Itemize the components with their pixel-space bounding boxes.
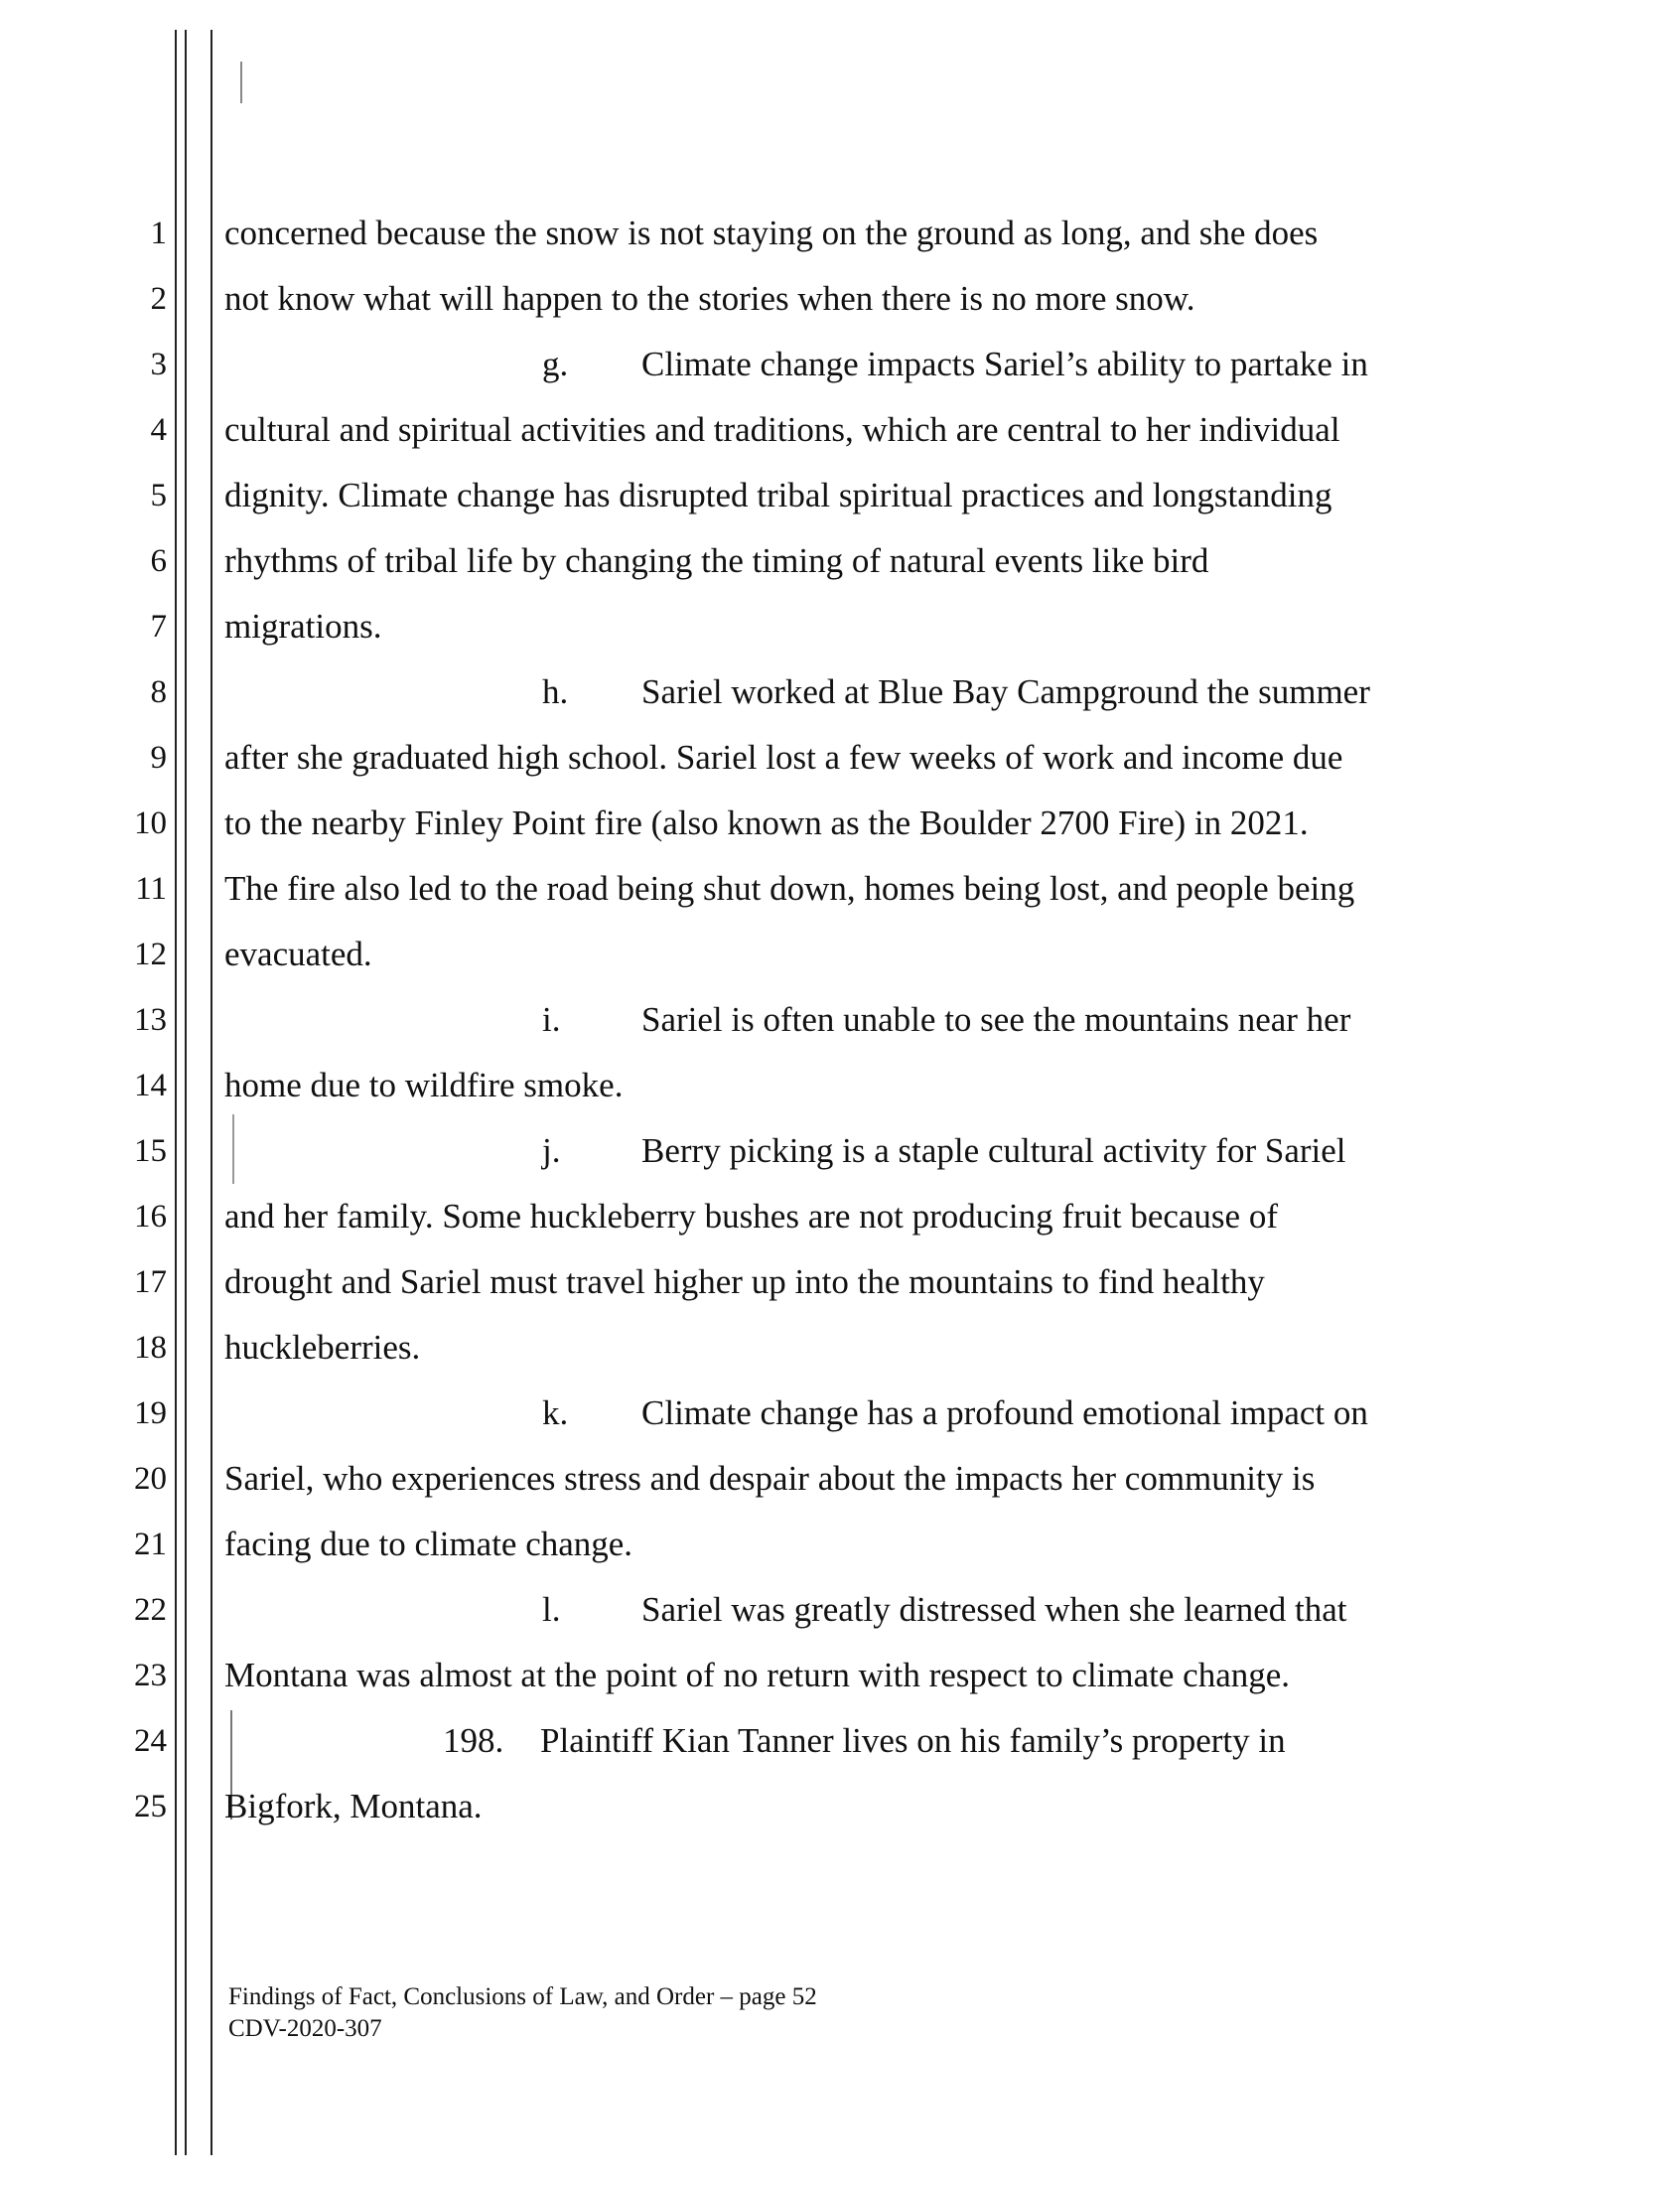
- text-line: migrations.: [224, 607, 382, 646]
- text-line: Climate change impacts Sariel’s ability to partake in: [641, 345, 1368, 383]
- line-number: 17: [134, 1264, 167, 1300]
- item-label-l: l.: [542, 1590, 561, 1629]
- text-line: Montana was almost at the point of no return with respect to climate change.: [224, 1656, 1291, 1694]
- line-number: 15: [134, 1133, 167, 1169]
- line-number: 14: [134, 1068, 167, 1103]
- text-line: and her family. Some huckleberry bushes are not producing fruit because of: [224, 1197, 1278, 1236]
- text-line: dignity. Climate change has disrupted tribal spiritual practices and longstanding: [224, 476, 1332, 514]
- line-number: 8: [150, 674, 167, 710]
- line-number: 9: [150, 740, 167, 776]
- text-line: cultural and spiritual activities and traditions, which are central to her individual: [224, 410, 1340, 449]
- text-line: Plaintiff Kian Tanner lives on his family’s property in: [540, 1721, 1286, 1760]
- text-line: Climate change has a profound emotional impact on: [641, 1393, 1368, 1432]
- line-number: 24: [134, 1723, 167, 1759]
- line-number: 2: [150, 281, 167, 317]
- text-line: facing due to climate change.: [224, 1525, 633, 1563]
- text-line: huckleberries.: [224, 1328, 421, 1367]
- margin-rule-inner: [185, 30, 187, 2155]
- text-line: concerned because the snow is not staying on the ground as long, and she does: [224, 214, 1319, 252]
- paragraph-number-198: 198.: [443, 1721, 504, 1760]
- margin-rule-text: [210, 30, 212, 2155]
- text-line: Berry picking is a staple cultural activity for Sariel: [641, 1131, 1346, 1170]
- text-line: after she graduated high school. Sariel lost a few weeks of work and income due: [224, 738, 1343, 777]
- line-number: 12: [134, 937, 167, 972]
- line-number: 11: [135, 871, 167, 907]
- item-label-i: i.: [542, 1000, 561, 1039]
- line-number: 13: [134, 1002, 167, 1038]
- text-line: not know what will happen to the stories when there is no more snow.: [224, 279, 1195, 318]
- line-number: 25: [134, 1789, 167, 1824]
- page-footer: [228, 1981, 817, 2045]
- text-line: to the nearby Finley Point fire (also known as the Boulder 2700 Fire) in 2021.: [224, 803, 1309, 842]
- margin-rule-outer: [175, 30, 177, 2155]
- text-line: rhythms of tribal life by changing the timing of natural events like bird: [224, 541, 1209, 580]
- line-number: 5: [150, 478, 167, 513]
- line-number: 21: [134, 1527, 167, 1562]
- text-line: Sariel worked at Blue Bay Campground the summer: [641, 672, 1370, 711]
- line-number: 4: [150, 412, 167, 448]
- text-line: Sariel, who experiences stress and despair about the impacts her community is: [224, 1459, 1316, 1498]
- line-number: 6: [150, 543, 167, 579]
- line-number: 20: [134, 1461, 167, 1497]
- text-line: Sariel is often unable to see the mountains near her: [641, 1000, 1351, 1039]
- text-line: Sariel was greatly distressed when she learned that: [641, 1590, 1347, 1629]
- line-number: 1: [150, 216, 167, 251]
- line-number: 16: [134, 1199, 167, 1235]
- text-line: drought and Sariel must travel higher up into the mountains to find healthy: [224, 1262, 1265, 1301]
- footer-title: Findings of Fact, Conclusions of Law, and Order – page 52: [228, 1983, 817, 2010]
- line-number: 18: [134, 1330, 167, 1366]
- line-number: 19: [134, 1395, 167, 1431]
- item-label-g: g.: [542, 345, 569, 383]
- text-line: The fire also led to the road being shut down, homes being lost, and people being: [224, 869, 1355, 908]
- text-line: Bigfork, Montana.: [224, 1787, 483, 1825]
- line-number: 22: [134, 1592, 167, 1628]
- text-line: evacuated.: [224, 935, 372, 973]
- item-label-h: h.: [542, 672, 569, 711]
- footer-case-number: CDV-2020-307: [228, 2015, 382, 2042]
- scan-speck: [240, 62, 242, 103]
- line-number: 10: [134, 805, 167, 841]
- scan-speck: [232, 1114, 234, 1184]
- text-line: home due to wildfire smoke.: [224, 1066, 624, 1104]
- item-label-j: j.: [542, 1131, 561, 1170]
- line-number: 3: [150, 347, 167, 382]
- line-number: 23: [134, 1658, 167, 1693]
- item-label-k: k.: [542, 1393, 569, 1432]
- line-number: 7: [150, 609, 167, 645]
